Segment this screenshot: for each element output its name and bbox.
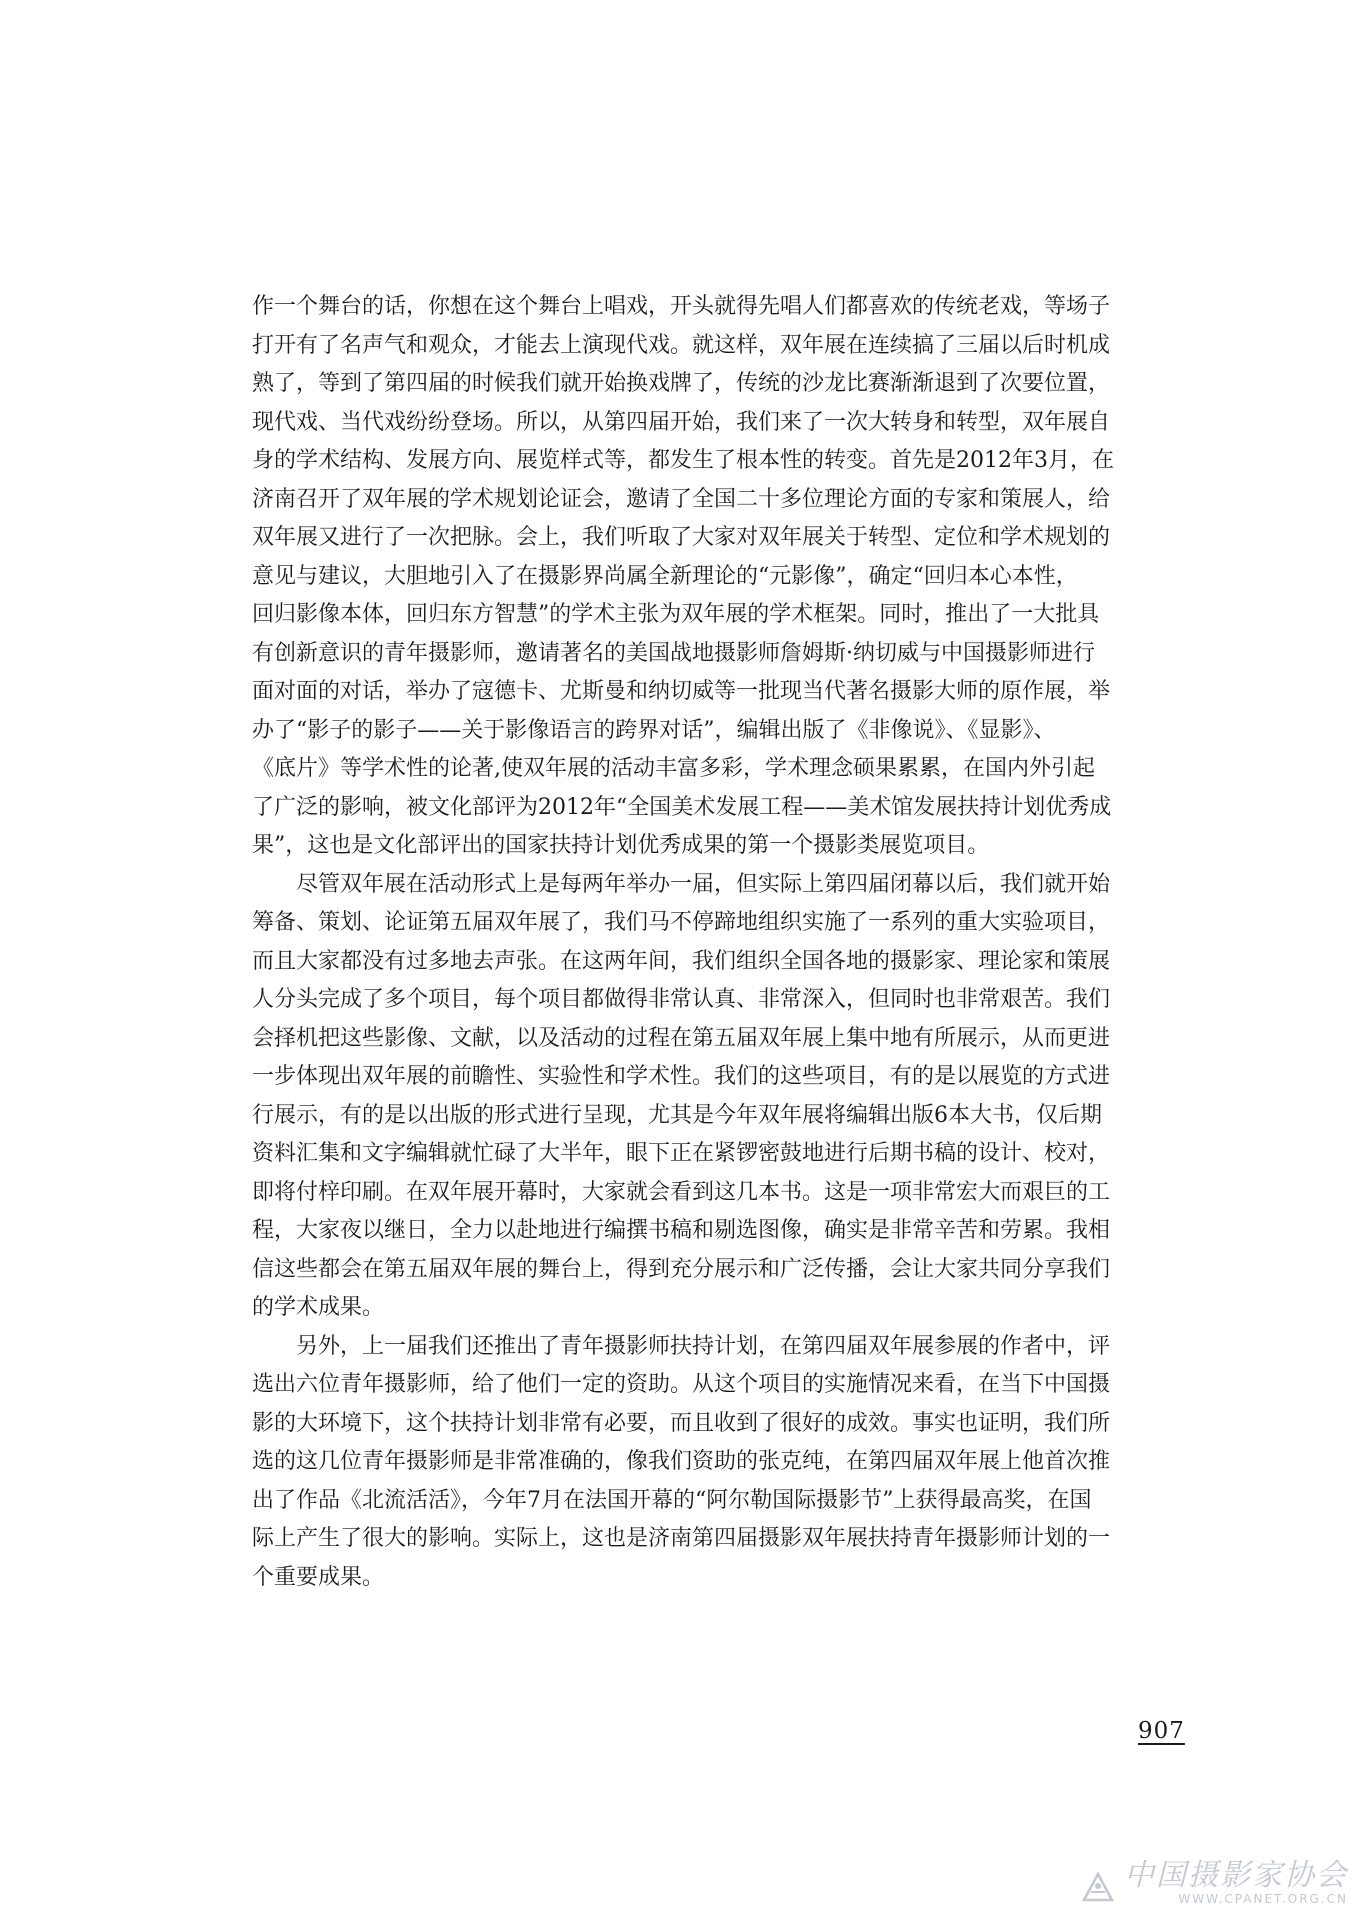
text-line: 选出六位青年摄影师，给了他们一定的资助。从这个项目的实施情况来看，在当下中国摄 <box>252 1372 1111 1397</box>
text-line: 出了作品《北流活活》，今年7月在法国开幕的“阿尔勒国际摄影节”上获得最高奖，在国 <box>252 1487 1092 1513</box>
text-line: 济南召开了双年展的学术规划论证会，邀请了全国二十多位理论方面的专家和策展人，给 <box>252 486 1111 512</box>
text-line: 际上产生了很大的影响。实际上，这也是济南第四届摄影双年展扶持青年摄影师计划的一 <box>252 1526 1111 1551</box>
text-line: 有创新意识的青年摄影师，邀请著名的美国战地摄影师詹姆斯·纳切威与中国摄影师进行 <box>252 640 1095 666</box>
text-line: 熟了，等到了第四届的时候我们就开始换戏牌了，传统的沙龙比赛渐渐退到了次要位置， <box>252 371 1111 396</box>
text-line: 即将付梓印刷。在双年展开幕时，大家就会看到这几本书。这是一项非常宏大而艰巨的工 <box>252 1179 1111 1205</box>
text-line: 而且大家都没有过多地去声张。在这两年间，我们组织全国各地的摄影家、理论家和策展 <box>252 948 1111 974</box>
text-line: 办了“影子的影子——关于影像语言的跨界对话”，编辑出版了《非像说》、《显影》、 <box>252 717 1056 743</box>
text-line: 人分头完成了多个项目，每个项目都做得非常认真、非常深入，但同时也非常艰苦。我们 <box>252 987 1111 1012</box>
paragraph <box>252 1328 1177 1598</box>
page-number: 907 <box>1138 1718 1185 1744</box>
text-line: 另外，上一届我们还推出了青年摄影师扶持计划，在第四届双年展参展的作者中，评 <box>296 1333 1111 1359</box>
watermark-logo-icon <box>1078 1866 1118 1906</box>
text-line: 身的学术结构、发展方向、展览样式等，都发生了根本性的转变。首先是2012年3月，在 <box>252 448 1114 473</box>
paragraph <box>252 866 1177 1328</box>
text-line: 个重要成果。 <box>252 1564 385 1590</box>
text-line: 程，大家夜以继日，全力以赴地进行编撰书稿和剔选图像，确实是非常辛苦和劳累。我相 <box>252 1218 1111 1243</box>
text-line: 意见与建议，大胆地引入了在摄影界尚属全新理论的“元影像”，确定“回归本心本性， <box>252 563 1078 589</box>
text-line: 的学术成果。 <box>252 1295 385 1320</box>
text-line: 资料汇集和文字编辑就忙碌了大半年，眼下正在紧锣密鼓地进行后期书稿的设计、校对， <box>252 1141 1111 1166</box>
text-line: 双年展又进行了一次把脉。会上，我们听取了大家对双年展关于转型、定位和学术规划的 <box>252 525 1111 550</box>
watermark <box>1078 1860 1348 1906</box>
body-text <box>252 288 1177 1597</box>
text-line: 果”，这也是文化部评出的国家扶持计划优秀成果的第一个摄影类展览项目。 <box>252 833 990 858</box>
text-line: 现代戏、当代戏纷纷登场。所以，从第四届开始，我们来了一次大转身和转型，双年展自 <box>252 409 1111 435</box>
watermark-logo-text: 中国摄影家协会 <box>1124 1858 1348 1893</box>
text-line: 面对面的对话，举办了寇德卡、尤斯曼和纳切威等一批现当代著名摄影大师的原作展，举 <box>252 679 1111 704</box>
text-line: 会择机把这些影像、文献，以及活动的过程在第五届双年展上集中地有所展示，从而更进 <box>252 1025 1111 1051</box>
text-line: 尽管双年展在活动形式上是每两年举办一届，但实际上第四届闭幕以后，我们就开始 <box>296 871 1111 897</box>
text-line: 作一个舞台的话，你想在这个舞台上唱戏，开头就得先唱人们都喜欢的传统老戏，等场子 <box>252 294 1111 319</box>
text-line: 回归影像本体，回归东方智慧”的学术主张为双年展的学术框架。同时，推出了一大批具 <box>252 602 1100 627</box>
text-line: 行展示，有的是以出版的形式进行呈现，尤其是今年双年展将编辑出版6本大书，仅后期 <box>252 1102 1102 1128</box>
text-line: 选的这几位青年摄影师是非常准确的，像我们资助的张克纯，在第四届双年展上他首次推 <box>252 1449 1111 1474</box>
text-line: 一步体现出双年展的前瞻性、实验性和学术性。我们的这些项目，有的是以展览的方式进 <box>252 1064 1111 1089</box>
text-line: 了广泛的影响，被文化部评为2012年“全国美术发展工程——美术馆发展扶持计划优秀成 <box>252 794 1112 820</box>
text-line: 《底片》等学术性的论著,使双年展的活动丰富多彩，学术理念硕果累累，在国内外引起 <box>252 756 1095 781</box>
text-line: 筹备、策划、论证第五届双年展了，我们马不停蹄地组织实施了一系列的重大实验项目， <box>252 910 1111 935</box>
text-line: 影的大环境下，这个扶持计划非常有必要，而且收到了很好的成效。事实也证明，我们所 <box>252 1410 1111 1436</box>
paragraph <box>252 288 1177 866</box>
text-line: 信这些都会在第五届双年展的舞台上，得到充分展示和广泛传播，会让大家共同分享我们 <box>252 1256 1111 1282</box>
text-line: 打开有了名声气和观众，才能去上演现代戏。就这样，双年展在连续搞了三届以后时机成 <box>252 332 1111 358</box>
watermark-url: WWW.CPANET.ORG.CN <box>1178 1892 1348 1906</box>
